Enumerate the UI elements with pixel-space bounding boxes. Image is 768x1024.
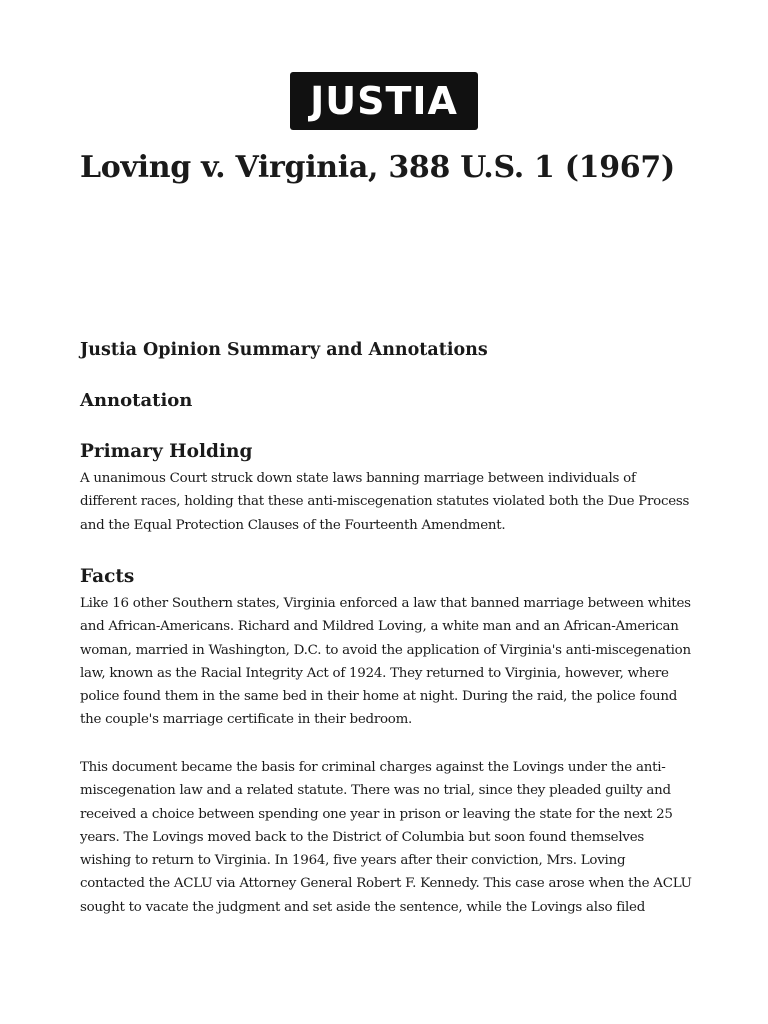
primary-holding-heading: Primary Holding — [80, 441, 253, 462]
case-title: Loving v. Virginia, 388 U.S. 1 (1967) — [80, 150, 675, 185]
primary-holding-text: A unanimous Court struck down state laws banning marriage between individuals of different races, holding that these anti-miscegenation statutes violated both the Due Process and the Equal Protection Clauses of the Fourteenth Amendment. — [80, 471, 690, 533]
justia-logo[interactable] — [290, 72, 478, 130]
annotation-heading: Annotation — [80, 390, 193, 411]
facts-heading: Facts — [80, 566, 135, 587]
facts-paragraph-1: Like 16 other Southern states, Virginia enforced a law that banned marriage between whites and African-Americans. Richard and Mildred Loving, a white man and an African-American woman, married in Washington, D.C. to avoid the application of Virginia's anti-miscegenation law, known as the Racial Integrity Act of 1924. They returned to Virginia, however, where police found them in the same bed in their home at night. During the raid, the police found the couple's marriage certificate in their bedroom. — [80, 596, 691, 728]
facts-paragraph-2: This document became the basis for criminal charges against the Lovings under the anti-miscegenation law and a related statute. There was no trial, since they pleaded guilty and received a choice between spending one year in prison or leaving the state for the next 25 years. The Lovings moved back to the District of Columbia but soon found themselves wishing to return to Virginia. In 1964, five years after their conviction, Mrs. Loving contacted the ACLU via Attorney General Robert F. Kennedy. This case arose when the ACLU sought to vacate the judgment and set aside the sentence, while the Lovings also filed — [80, 760, 692, 915]
summary-heading: Justia Opinion Summary and Annotations — [80, 340, 488, 360]
logo-text: JUSTIA — [310, 79, 458, 123]
